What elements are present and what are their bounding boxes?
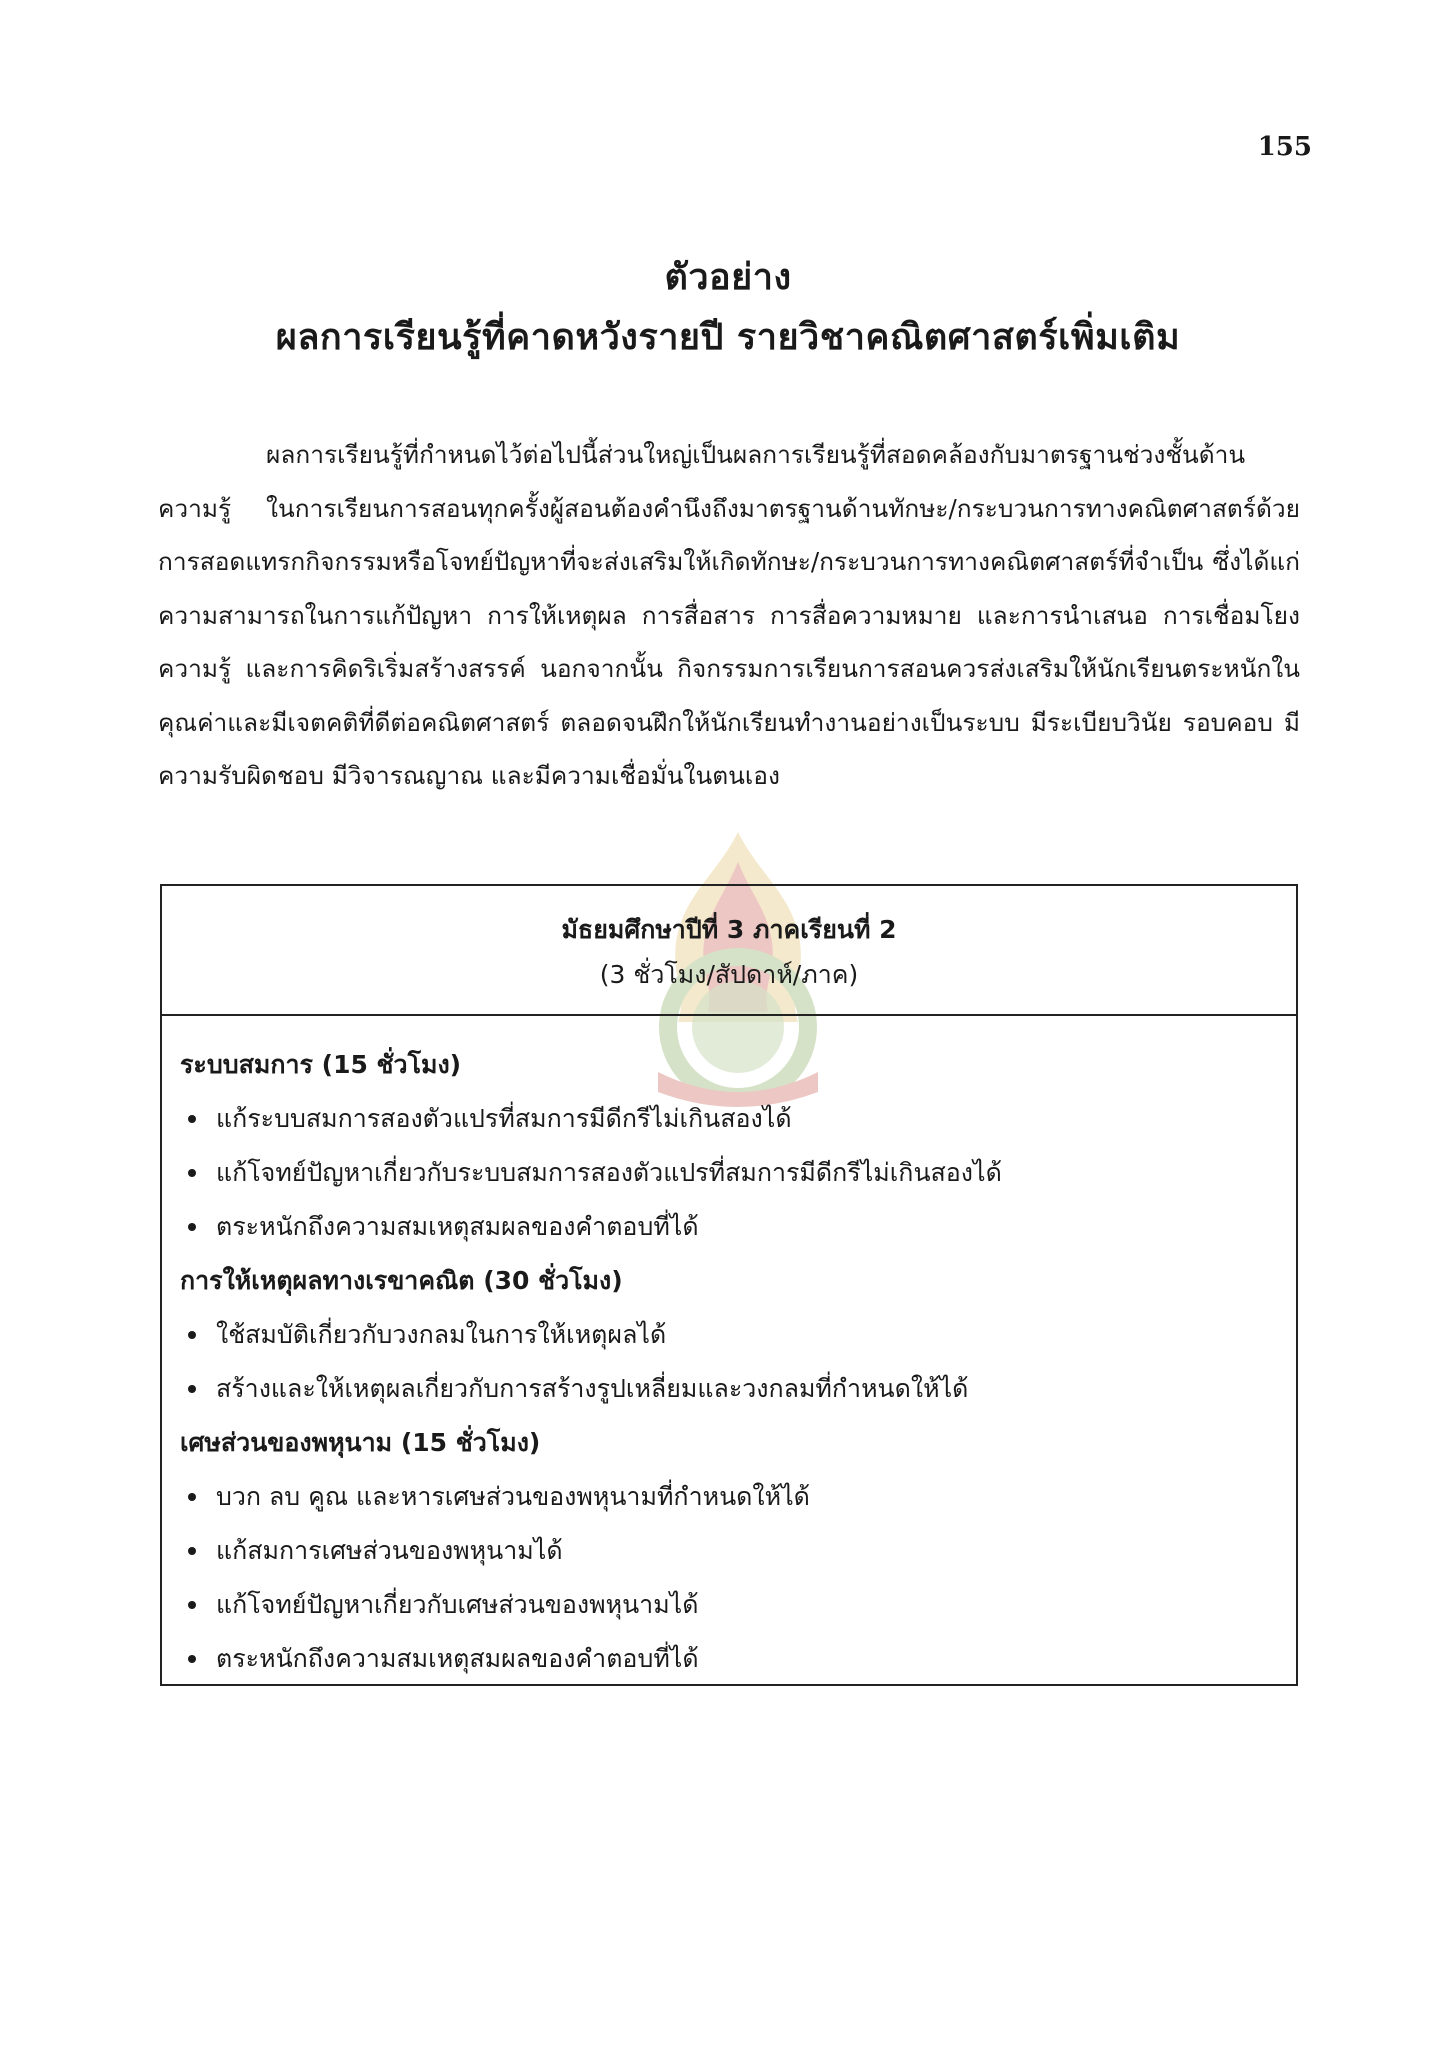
- list-item: [180, 1200, 1278, 1254]
- box-header: [162, 886, 1296, 1016]
- bullet-icon: [188, 1385, 196, 1393]
- hours-subheading: (3 ชั่วโมง/สัปดาห์/ภาค): [599, 960, 859, 989]
- list-item: [180, 1146, 1278, 1200]
- intro-paragraph: [158, 428, 1300, 803]
- list-item-text: สร้างและให้เหตุผลเกี่ยวกับการสร้างรูปเหลี่ยมและวงกลมที่กำหนดให้ได้: [216, 1374, 969, 1403]
- bullet-icon: [188, 1169, 196, 1177]
- bullet-icon: [188, 1223, 196, 1231]
- bullet-icon: [188, 1655, 196, 1663]
- grade-heading: มัธยมศึกษาปีที่ 3 ภาคเรียนที่ 2: [561, 915, 897, 944]
- intro-text: ผลการเรียนรู้ที่กำหนดไว้ต่อไปนี้ส่วนใหญ่เป็นผลการเรียนรู้ที่สอดคล้องกับมาตรฐานช่วงชั้นด้านความรู้ ในการเรียนการสอนทุกครั้งผู้สอนต้องคำนึงถึงมาตรฐานด้านทักษะ/กระบวนการทางคณิตศาสตร์ด้วยการสอดแทรกกิจกรรมหรือโจทย์ปัญหาที่จะส่งเสริมให้เกิดทักษะ/กระบวนการทางคณิตศาสตร์ที่จำเป็น ซึ่งได้แก่ ความสามารถในการแก้ปัญหา การให้เหตุผล การสื่อสาร การสื่อความหมาย และการนำเสนอ การเชื่อมโยงความรู้ และการคิดริเริ่มสร้างสรรค์ นอกจากนั้น กิจกรรมการเรียนการสอนควรส่งเสริมให้นักเรียนตระหนักในคุณค่าและมีเจตคติที่ดีต่อคณิตศาสตร์ ตลอดจนฝึกให้นักเรียนทำงานอย่างเป็นระบบ มีระเบียบวินัย รอบคอบ มีความรับผิดชอบ มีวิจารณญาณ และมีความเชื่อมั่นในตนเอง: [158, 440, 1300, 790]
- title-line-2: ผลการเรียนรู้ที่คาดหวังรายปี รายวิชาคณิตศาสตร์เพิ่มเติม: [275, 317, 1181, 358]
- topic-heading-systems: ระบบสมการ (15 ชั่วโมง): [180, 1050, 462, 1079]
- title-block: [0, 248, 1456, 368]
- list-item: [180, 1578, 1278, 1632]
- list-item: [180, 1092, 1278, 1146]
- list-item: [180, 1308, 1278, 1362]
- list-item: [180, 1470, 1278, 1524]
- bullet-icon: [188, 1115, 196, 1123]
- list-item: [180, 1524, 1278, 1578]
- list-item-text: แก้โจทย์ปัญหาเกี่ยวกับระบบสมการสองตัวแปรที่สมการมีดีกรีไม่เกินสองได้: [216, 1158, 1002, 1187]
- bullet-icon: [188, 1493, 196, 1501]
- topic-heading-fractions: เศษส่วนของพหุนาม (15 ชั่วโมง): [180, 1428, 541, 1457]
- box-body: [162, 1016, 1296, 1686]
- bullet-icon: [188, 1601, 196, 1609]
- list-item-text: ตระหนักถึงความสมเหตุสมผลของคำตอบที่ได้: [216, 1644, 699, 1673]
- learning-outcomes-box: [160, 884, 1298, 1686]
- list-item-text: แก้โจทย์ปัญหาเกี่ยวกับเศษส่วนของพหุนามได้: [216, 1590, 699, 1619]
- list-item-text: ใช้สมบัติเกี่ยวกับวงกลมในการให้เหตุผลได้: [216, 1320, 667, 1349]
- list-item-text: ตระหนักถึงความสมเหตุสมผลของคำตอบที่ได้: [216, 1212, 699, 1241]
- bullet-icon: [188, 1331, 196, 1339]
- list-item-text: แก้ระบบสมการสองตัวแปรที่สมการมีดีกรีไม่เกินสองได้: [216, 1104, 792, 1133]
- list-item-text: แก้สมการเศษส่วนของพหุนามได้: [216, 1536, 563, 1565]
- list-item-text: บวก ลบ คูณ และหารเศษส่วนของพหุนามที่กำหนดให้ได้: [216, 1482, 810, 1511]
- title-line-1: ตัวอย่าง: [664, 257, 792, 298]
- topic-heading-geometry: การให้เหตุผลทางเรขาคณิต (30 ชั่วโมง): [180, 1266, 623, 1295]
- page-number: 155: [1257, 132, 1312, 162]
- bullet-icon: [188, 1547, 196, 1555]
- list-item: [180, 1362, 1278, 1416]
- list-item: [180, 1632, 1278, 1686]
